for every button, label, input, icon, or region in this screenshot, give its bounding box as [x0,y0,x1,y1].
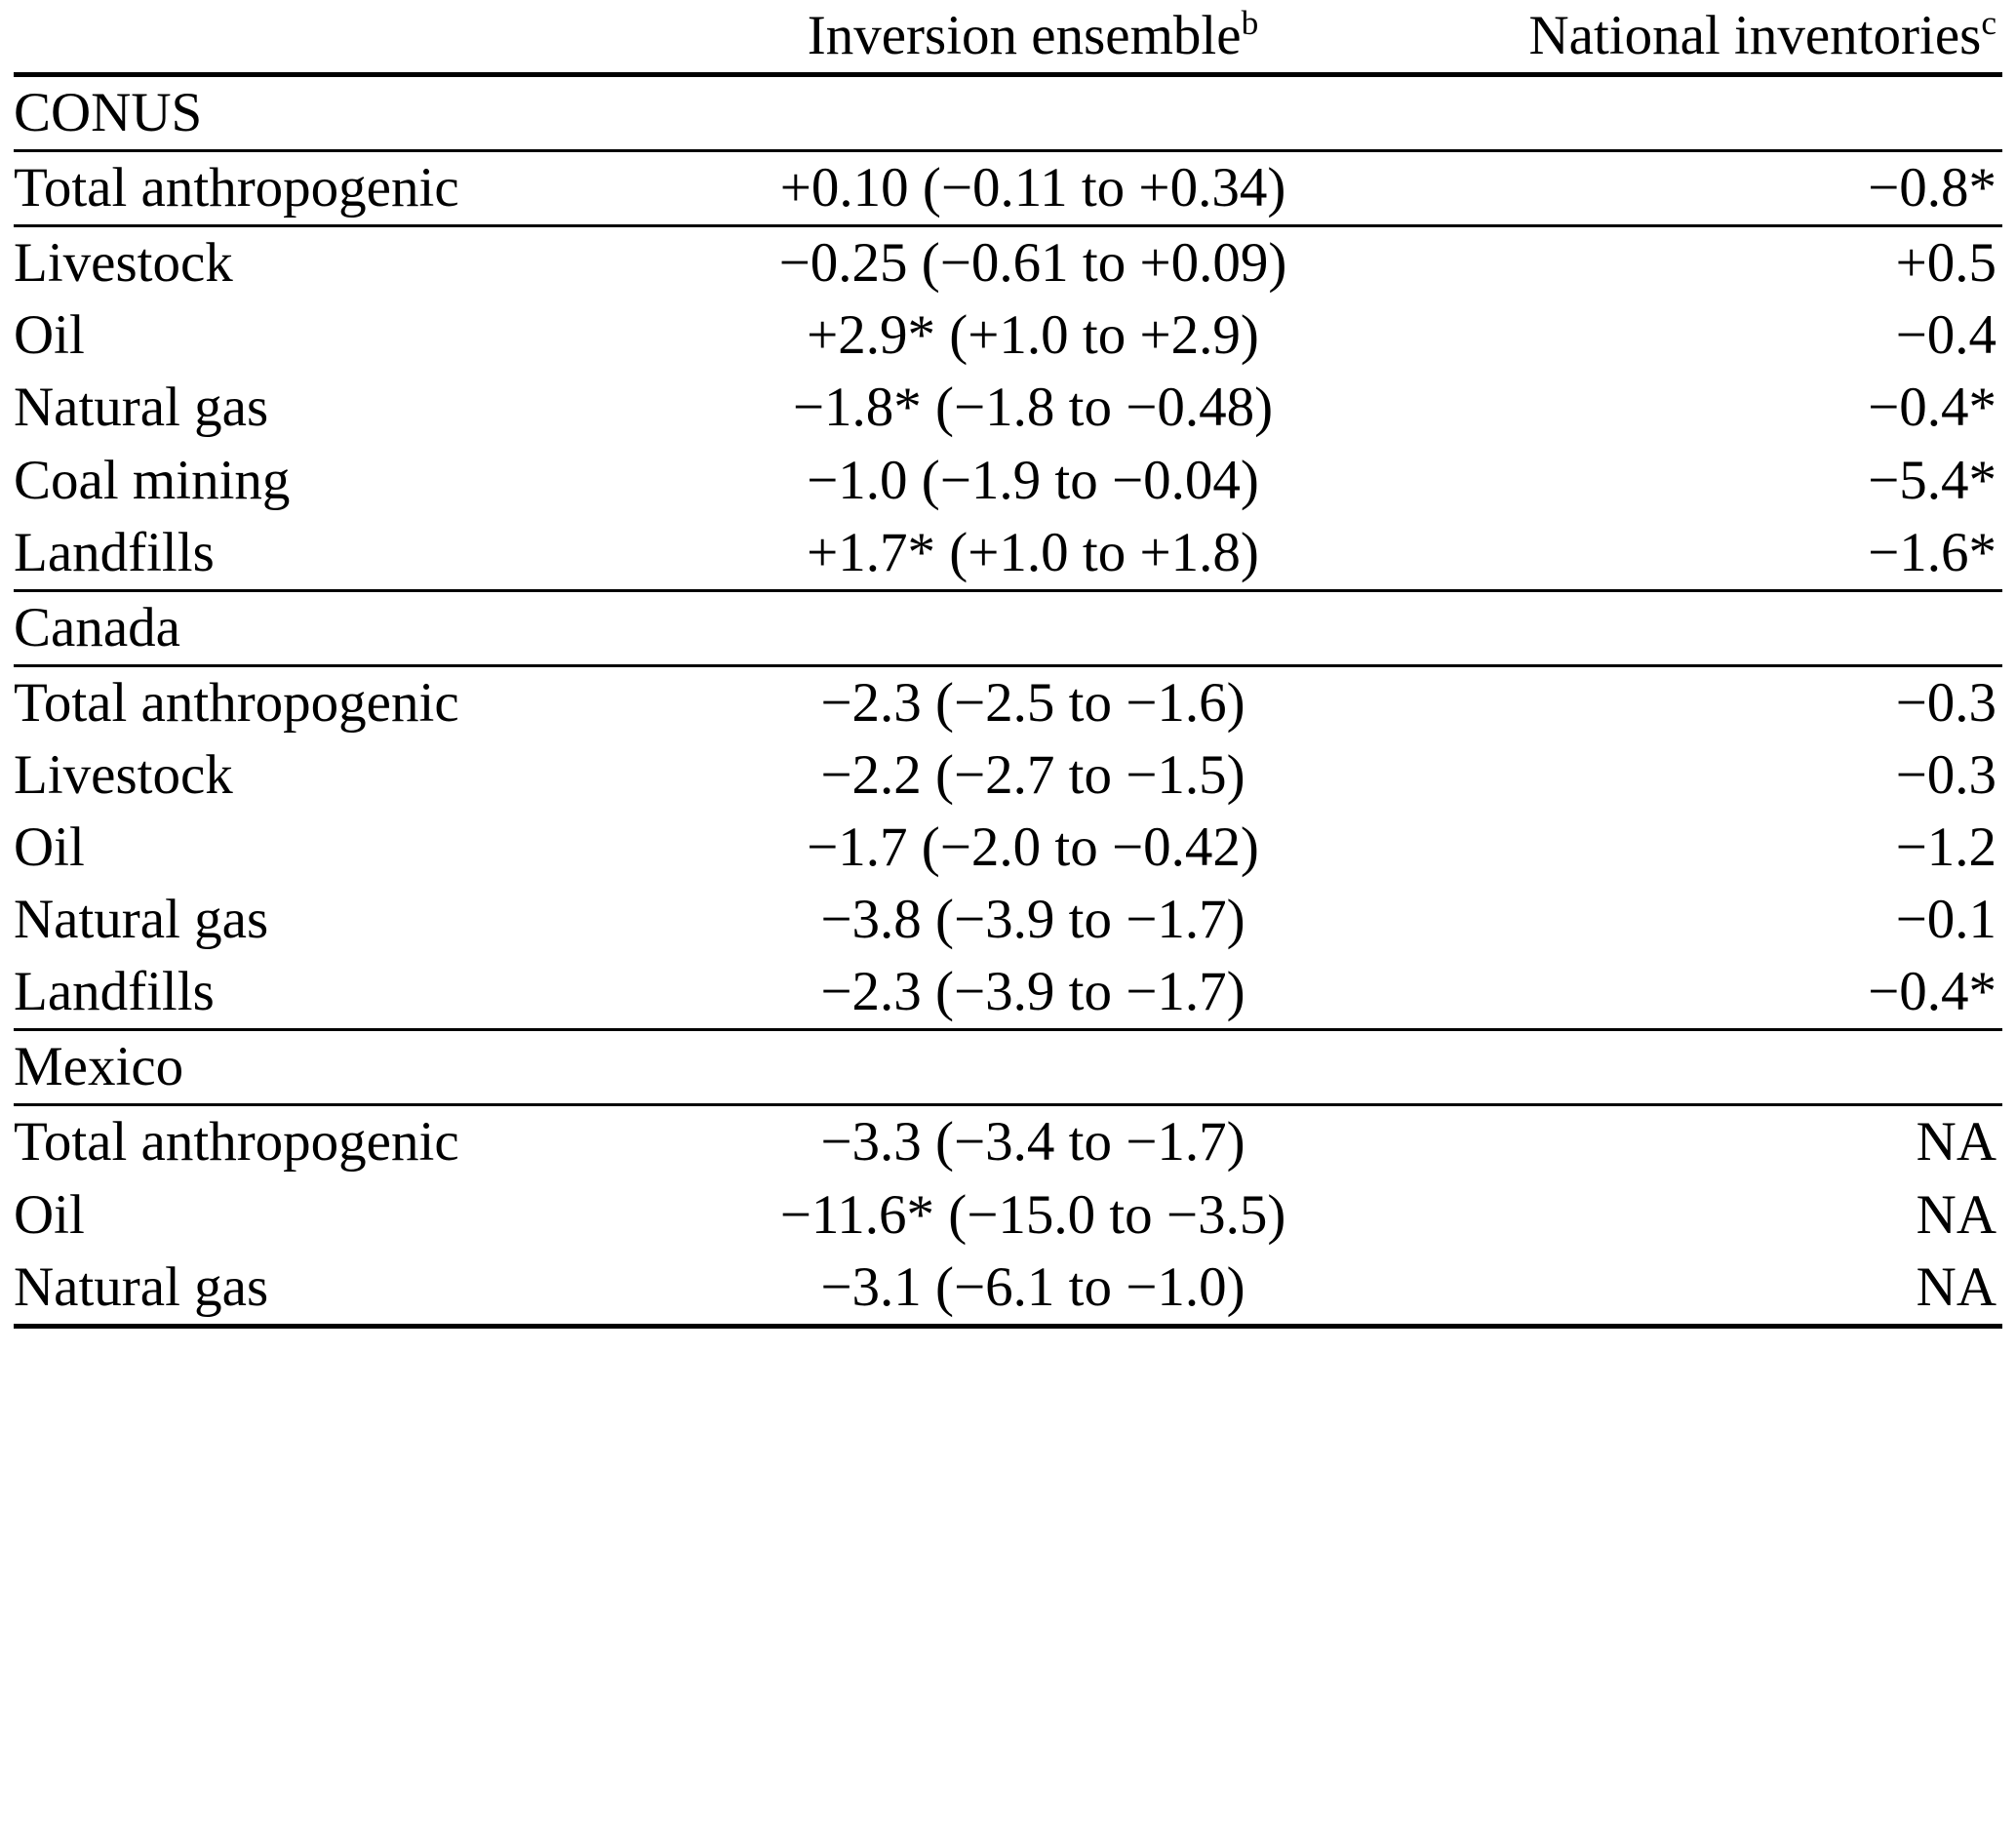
table-row [14,517,2002,591]
row-national-value: NA [1916,1111,1996,1174]
results-table [14,0,2002,1329]
row-label: Natural gas [14,377,269,439]
row-inversion-value: −1.8* (−1.8 to −0.48) [792,377,1274,439]
row-label: Coal mining [14,449,291,511]
table-row [14,1252,2002,1327]
table-row [14,372,2002,444]
row-inversion-value: −2.3 (−3.9 to −1.7) [820,961,1245,1023]
table-row [14,1106,2002,1178]
table-row [14,956,2002,1030]
header-national-footnote: c [1981,4,1996,42]
row-national-value: +0.5 [1895,232,1996,295]
section-header-conus [14,77,2002,151]
row-label: Landfills [14,521,215,583]
row-label: Natural gas [14,889,269,951]
row-inversion-value: −1.7 (−2.0 to −0.42) [807,816,1259,879]
section-label-canada: Canada [14,596,180,658]
header-national-inventories [1418,0,2002,75]
row-label: Total anthropogenic [14,157,459,219]
row-inversion-value: +1.7* (+1.0 to +1.8) [807,521,1259,583]
section-header-mexico [14,1031,2002,1105]
row-national-value: −0.1 [1895,889,1996,951]
row-national-value: NA [1916,1255,1996,1318]
table-row [14,884,2002,956]
table-row [14,667,2002,739]
row-national-value: −0.4* [1868,377,1996,439]
row-national-value: −0.4 [1895,304,1996,367]
table-row [14,152,2002,226]
row-national-value: −1.2 [1895,816,1996,879]
table-row [14,227,2002,299]
table-row [14,299,2002,372]
row-national-value: −0.3 [1895,671,1996,734]
rule-bottom [14,1326,2002,1329]
row-label: Total anthropogenic [14,1111,459,1174]
row-inversion-value: −3.3 (−3.4 to −1.7) [820,1111,1245,1174]
row-inversion-value: −0.25 (−0.61 to +0.09) [778,232,1287,295]
header-inversion-ensemble [648,0,1418,75]
row-inversion-value: −2.3 (−2.5 to −1.6) [820,671,1245,734]
row-label: Oil [14,1183,85,1246]
table-row [14,739,2002,812]
row-inversion-value: −2.2 (−2.7 to −1.5) [820,743,1245,806]
row-inversion-value: −3.1 (−6.1 to −1.0) [820,1255,1245,1318]
row-national-value: −0.4* [1868,961,1996,1023]
row-national-value: −5.4* [1868,449,1996,511]
row-inversion-value: −11.6* (−15.0 to −3.5) [779,1183,1286,1246]
row-inversion-value: +2.9* (+1.0 to +2.9) [807,304,1259,367]
row-label: Total anthropogenic [14,671,459,734]
header-inversion-text: Inversion ensemble [807,5,1242,66]
row-inversion-value: −3.8 (−3.9 to −1.7) [820,889,1245,951]
table-header-row [14,0,2002,75]
table-row [14,812,2002,884]
row-national-value: NA [1916,1183,1996,1246]
row-national-value: −1.6* [1868,521,1996,583]
row-inversion-value: −1.0 (−1.9 to −0.04) [807,449,1259,511]
row-inversion-value: +0.10 (−0.11 to +0.34) [779,157,1286,219]
row-national-value: −0.8* [1868,157,1996,219]
row-label: Oil [14,304,85,367]
header-national-text: National inventories [1528,5,1982,66]
header-label-cell [14,0,648,75]
row-label: Livestock [14,232,233,295]
section-label-conus: CONUS [14,82,203,144]
table-row [14,445,2002,517]
section-header-canada [14,592,2002,666]
section-label-mexico: Mexico [14,1036,184,1098]
row-label: Natural gas [14,1255,269,1318]
table-row [14,1179,2002,1252]
header-inversion-footnote: b [1241,4,1259,42]
row-label: Livestock [14,743,233,806]
row-national-value: −0.3 [1895,743,1996,806]
row-label: Landfills [14,961,215,1023]
row-label: Oil [14,816,85,879]
